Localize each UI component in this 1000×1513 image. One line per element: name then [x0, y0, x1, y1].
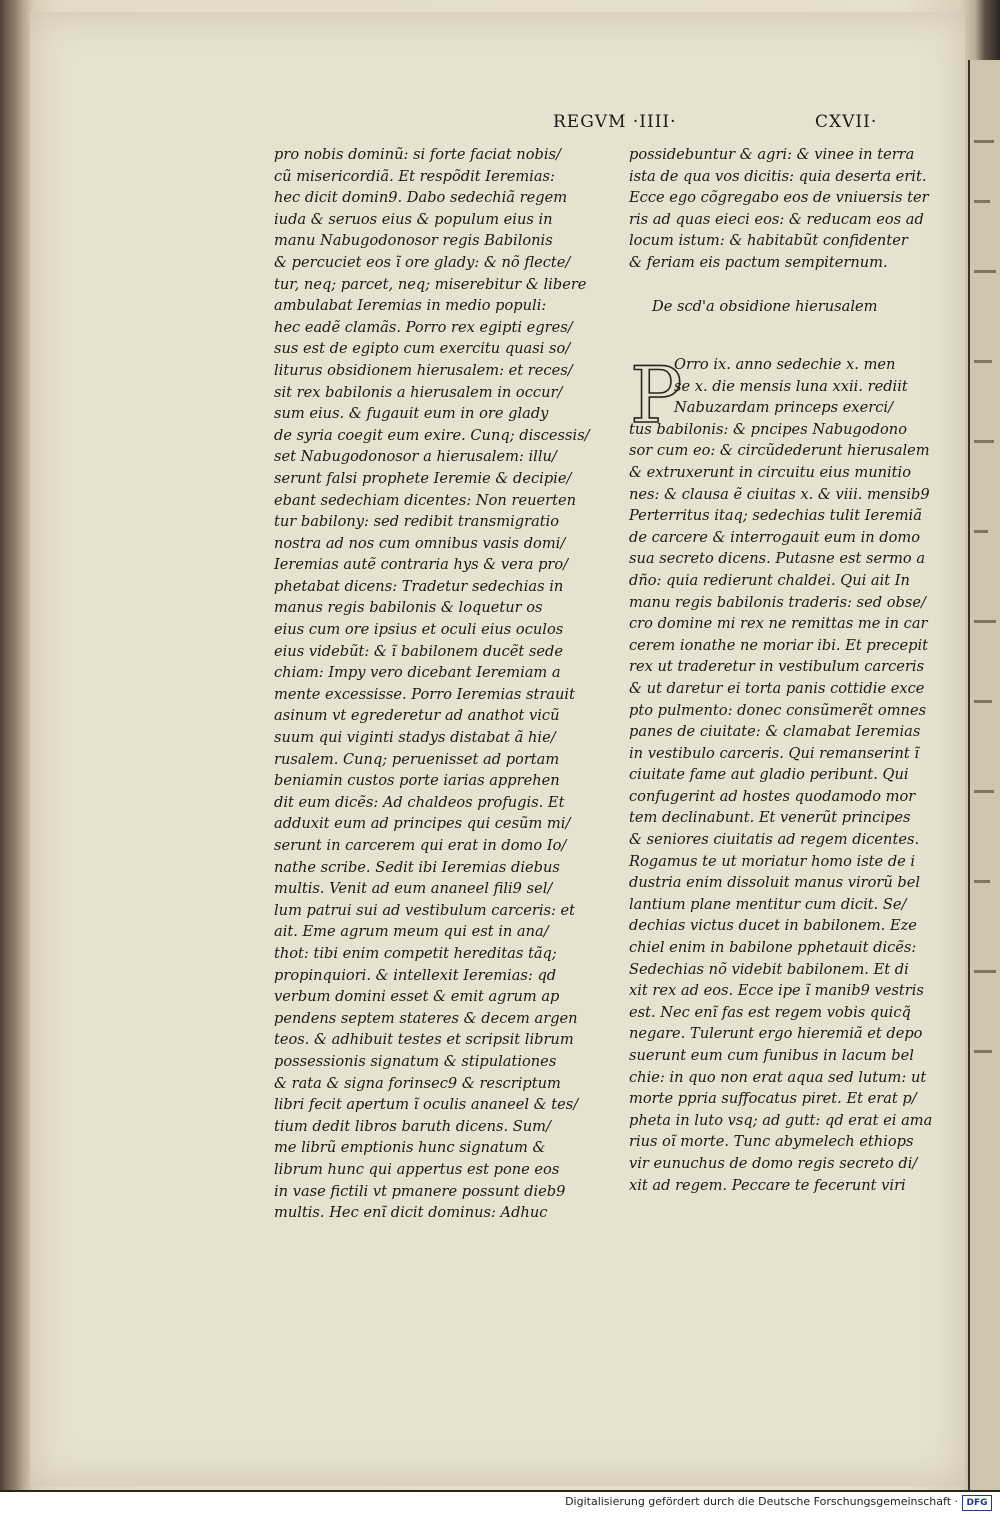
text-line: suum qui viginti stadys distabat ã hie/	[274, 729, 556, 747]
text-line: Orro ix. anno sedechie x. men	[674, 356, 896, 373]
text-line: lum patrui sui ad vestibulum carceris: et	[274, 901, 576, 919]
text-line: Rogamus te ut moriatur homo iste de i	[629, 852, 916, 870]
text-line: & feriam eis pactum sempiternum.	[629, 253, 888, 271]
text-line: confugerint ad hostes quodamodo mor	[629, 787, 916, 805]
text-line: sor cum eo: & circũdederunt hierusalem	[629, 442, 930, 460]
text-line: me librũ emptionis hunc signatum &	[274, 1139, 546, 1157]
text-line: chiam: Impy vero dicebant Ieremiam a	[274, 664, 561, 682]
text-line: ambulabat Ieremias in medio populi:	[274, 297, 547, 315]
text-line: chiel enim in babilone pphetauit dicẽs:	[629, 939, 917, 957]
text-line: adduxit eum ad principes qui cesũm mi/	[274, 815, 571, 833]
text-line: pto pulmento: donec consũmerẽt omnes	[629, 701, 927, 719]
text-line: sua secreto dicens. Putasne est sermo a	[629, 550, 926, 568]
text-line: nostra ad nos cum omnibus vasis domi/	[274, 534, 566, 552]
text-line: liturus obsidionem hierusalem: et reces/	[274, 361, 573, 379]
text-line: sit rex babilonis a hierusalem in occur/	[274, 383, 563, 401]
text-line: vir eunuchus de domo regis secreto di/	[629, 1154, 918, 1172]
text-line: & percuciet eos ĩ ore glady: & nõ flecte/	[274, 253, 571, 271]
text-line: Ecce ego cõgregabo eos de vniuersis ter	[629, 189, 929, 207]
text-line: tem declinabunt. Et venerũt principes	[629, 809, 911, 827]
text-line: rius oĩ morte. Tunc abymelech ethiops	[629, 1133, 914, 1151]
text-line: chie: in quo non erat aqua sed lutum: ut	[629, 1068, 927, 1086]
facing-page-edge	[968, 60, 1000, 1490]
text-line: cerem ionathe ne moriar ibi. Et precepit	[629, 636, 929, 654]
text-line: verbum domini esset & emit agrum ap	[274, 988, 560, 1006]
text-line: thot: tibi enim competit hereditas tãq;	[274, 944, 557, 962]
text-line: in vase fictili vt pmanere possunt dieb9	[274, 1182, 566, 1200]
text-line: phetabat dicens: Tradetur sedechias in	[274, 577, 564, 595]
text-line: dño: quia redierunt chaldei. Qui ait In	[629, 571, 910, 589]
text-line: Perterritus itaq; sedechias tulit Ieremiã	[629, 507, 922, 525]
text-line: ebant sedechiam dicentes: Non reuerten	[274, 491, 576, 509]
text-line: possidebuntur & agri: & vinee in terra	[629, 146, 915, 163]
text-line: panes de ciuitate: & clamabat Ieremias	[629, 723, 921, 741]
text-line: & seniores ciuitatis ad regem dicentes.	[629, 831, 920, 849]
text-line: manu regis babilonis traderis: sed obse/	[629, 593, 926, 611]
text-line: ris ad quas eieci eos: & reducam eos ad	[629, 210, 924, 228]
chapter-heading: De scd'a obsidione hierusalem	[652, 298, 878, 315]
text-line: sum eius. & fugauit eum in ore glady	[274, 405, 549, 423]
text-line: asinum vt egrederetur ad anathot vicũ	[274, 707, 560, 725]
folio-number: CXVII·	[815, 112, 878, 132]
text-line: tus babilonis: & pncipes Nabugodono	[629, 420, 907, 438]
text-line: suerunt eum cum funibus in lacum bel	[629, 1047, 914, 1064]
text-line: tur, neq; parcet, neq; miserebitur & libere	[274, 275, 587, 293]
text-line: tur babilony: sed redibit transmigratio	[274, 513, 560, 531]
text-line: lantium plane mentitur cum dicit. Se/	[629, 895, 907, 913]
text-line: xit rex ad eos. Ecce ipe ĩ manib9 vestris	[629, 982, 924, 1000]
text-line: ista de qua vos dicitis: quia deserta erit.	[629, 167, 927, 185]
text-line: hec eadẽ clamãs. Porro rex egipti egres/	[274, 318, 573, 336]
right-text-column-top	[629, 144, 929, 274]
text-line: ciuitate fame aut gladio peribunt. Qui	[629, 766, 909, 784]
text-line: dit eum dicẽs: Ad chaldeos profugis. Et	[274, 793, 565, 811]
text-line: in vestibulo carceris. Qui remanserint ĩ	[629, 744, 920, 762]
running-title: REGVM ·IIII·	[553, 112, 677, 132]
text-line: & rata & signa forinsec9 & rescriptum	[274, 1074, 561, 1092]
text-line: multis. Hec enĩ dicit dominus: Adhuc	[274, 1204, 548, 1222]
text-line: & ut daretur ei torta panis cottidie exce	[629, 679, 925, 697]
text-line: libri fecit apertum ĩ oculis ananeel & tes/	[274, 1096, 579, 1114]
text-line: & extruxerunt in circuitu eius munitio	[629, 463, 911, 481]
text-line: est. Nec enĩ fas est regem vobis quicq̃	[629, 1003, 911, 1021]
right-text-column-main	[629, 351, 933, 1196]
text-line: serunt falsi prophete Ieremie & decipie/	[274, 469, 572, 487]
text-line: Nabuzardam princeps exerci/	[674, 399, 893, 417]
text-line: manu Nabugodonosor regis Babilonis	[274, 232, 553, 250]
text-line: se x. die mensis luna xxii. rediit	[674, 377, 908, 395]
initial-capital: P	[630, 351, 683, 441]
left-text-column	[274, 144, 590, 1224]
text-line: pheta in luto vsq; ad gutt: qd erat ei ama	[629, 1111, 933, 1129]
text-line: beniamin custos porte iarias apprehen	[274, 772, 560, 790]
text-line: hec dicit domin9. Dabo sedechiã regem	[274, 189, 568, 207]
text-line: teos. & adhibuit testes et scripsit librum	[274, 1031, 574, 1049]
text-line: multis. Venit ad eum ananeel fili9 sel/	[274, 880, 553, 898]
text-line: iuda & seruos eius & populum eius in	[274, 210, 553, 228]
text-line: de syria coegit eum exire. Cunq; discessis/	[274, 426, 590, 444]
text-line: rex ut traderetur in vestibulum carceris	[629, 658, 925, 676]
text-line: mente excessisse. Porro Ieremias strauit	[274, 685, 575, 703]
text-line: de carcere & interrogauit eum in domo	[629, 528, 921, 546]
text-line: dustria enim dissoluit manus virorũ bel	[629, 874, 921, 892]
text-line: morte ppria suffocatus piret. Et erat p/	[629, 1090, 917, 1108]
text-line: librum hunc qui appertus est pone eos	[274, 1160, 560, 1178]
text-line: serunt in carcerem qui erat in domo Io/	[274, 837, 567, 854]
text-line: nes: & clausa ẽ ciuitas x. & viii. mensib9	[629, 485, 930, 503]
text-line: cũ misericordiã. Et respõdit Ieremias:	[274, 167, 555, 185]
text-line: pro nobis dominũ: si forte faciat nobis/	[274, 146, 561, 163]
text-line: ait. Eme agrum meum qui est in ana/	[274, 923, 549, 941]
text-line: dechias victus ducet in babilonem. Eze	[629, 917, 917, 935]
text-line: pendens septem stateres & decem argen	[274, 1009, 578, 1027]
text-line: possessionis signatum & stipulationes	[274, 1052, 557, 1070]
footer-bar	[0, 1492, 1000, 1513]
text-line: set Nabugodonosor a hierusalem: illu/	[274, 448, 557, 466]
text-line: propinquiori. & intellexit Ieremias: qd	[274, 966, 557, 984]
text-line: manus regis babilonis & loquetur os	[274, 599, 543, 617]
text-line: Ieremias autẽ contraria hys & vera pro/	[274, 556, 569, 574]
dfg-logo: DFG	[962, 1495, 992, 1511]
funding-credit: Digitalisierung gefördert durch die Deutsche Forschungsgemeinschaft ·	[565, 1495, 958, 1508]
text-line: negare. Tulerunt ergo hieremiã et depo	[629, 1025, 923, 1043]
text-line: cro domine mi rex ne remittas me in car	[629, 615, 928, 633]
text-line: locum istum: & habitabũt confidenter	[629, 232, 908, 250]
text-line: Sedechias nõ videbit babilonem. Et di	[629, 960, 909, 978]
text-line: eius videbũt: & ĩ babilonem ducẽt sede	[274, 642, 563, 660]
text-line: tium dedit libros baruth dicens. Sum/	[274, 1117, 551, 1135]
text-line: rusalem. Cunq; peruenisset ad portam	[274, 750, 560, 768]
text-line: nathe scribe. Sedit ibi Ieremias diebus	[274, 858, 560, 876]
text-line: sus est de egipto cum exercitu quasi so/	[274, 340, 571, 358]
text-line: xit ad regem. Peccare te fecerunt viri	[629, 1176, 906, 1194]
text-line: eius cum ore ipsius et oculi eius oculos	[274, 621, 564, 639]
